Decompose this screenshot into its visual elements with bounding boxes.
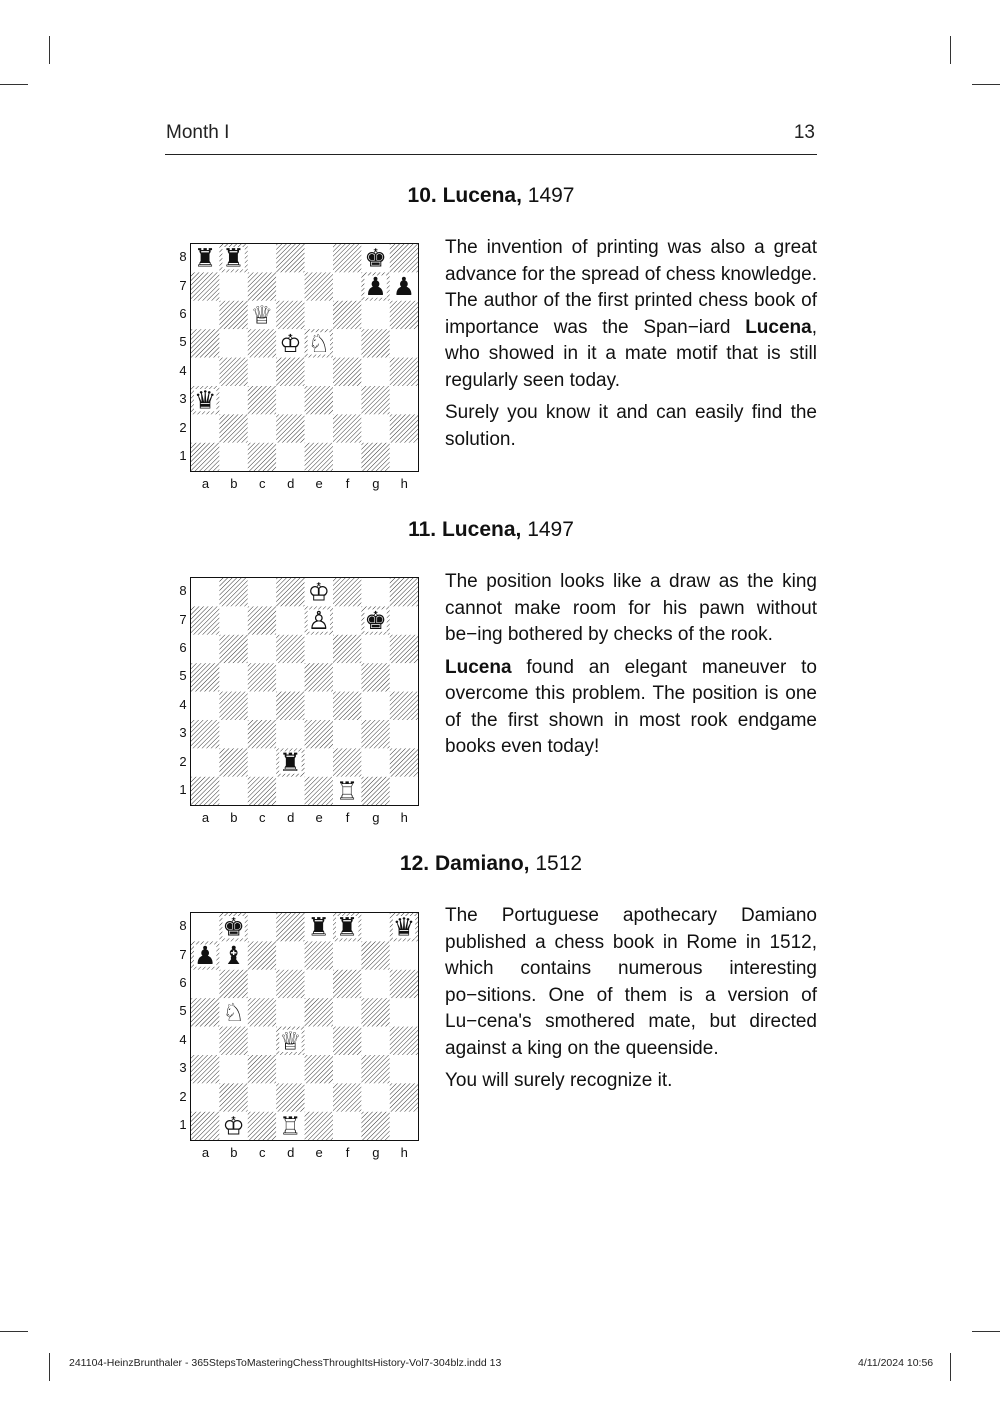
- light-square: [276, 386, 304, 414]
- light-square: [390, 998, 418, 1026]
- crop-mark: [950, 36, 951, 64]
- light-square: [219, 329, 247, 357]
- file-label: a: [201, 810, 210, 826]
- light-square: [191, 635, 219, 663]
- dark-square: [333, 692, 361, 720]
- dark-square: [219, 748, 247, 776]
- dark-square: [361, 329, 389, 357]
- paragraph: [445, 569, 817, 649]
- dark-square: [276, 1083, 304, 1111]
- black-rook-icon: ♜: [279, 748, 302, 778]
- crop-mark: [0, 1331, 28, 1332]
- black-rook-icon: ♜: [335, 913, 359, 942]
- black-rook-icon: ♜: [307, 913, 330, 942]
- page-number: 13: [793, 122, 815, 143]
- light-square: [248, 1083, 276, 1111]
- light-square: [333, 663, 361, 691]
- dark-square: [305, 941, 333, 969]
- white-rook-icon: ♖: [335, 776, 359, 806]
- white-knight-icon: ♘: [307, 328, 330, 358]
- rank-label: 8: [179, 583, 187, 599]
- dark-square: [191, 443, 219, 471]
- light-square: [361, 414, 389, 442]
- light-square: [361, 358, 389, 386]
- file-label: b: [230, 1145, 238, 1161]
- light-square: [191, 578, 219, 606]
- chess-board: [190, 243, 419, 472]
- puzzle-author: Damiano,: [434, 852, 530, 875]
- light-square: [390, 720, 418, 748]
- dark-square: [276, 414, 304, 442]
- dark-square: [390, 748, 418, 776]
- puzzle-description: [445, 235, 817, 459]
- light-square: [191, 692, 219, 720]
- dark-square: [248, 777, 276, 805]
- rank-label: 7: [179, 611, 187, 627]
- dark-square: [276, 970, 304, 998]
- dark-square: [390, 970, 418, 998]
- board-svg: [191, 244, 418, 471]
- file-label: c: [259, 1145, 266, 1161]
- light-square: [248, 692, 276, 720]
- file-label: e: [315, 810, 323, 826]
- dark-square: [191, 1055, 219, 1083]
- dark-square: [333, 301, 361, 329]
- rank-label: 6: [179, 640, 187, 655]
- crop-mark: [972, 84, 1000, 85]
- light-square: [248, 358, 276, 386]
- light-square: [361, 1083, 389, 1111]
- light-square: [361, 748, 389, 776]
- text-run: The invention of printing was also a great advance for the spread of chess knowledge. The author of the first printed chess book of importance was the Span−iard: [445, 237, 817, 338]
- light-square: [361, 578, 389, 606]
- rank-label: 6: [179, 975, 187, 990]
- rank-label: 8: [179, 249, 187, 265]
- dark-square: [333, 358, 361, 386]
- light-square: [276, 720, 304, 748]
- text-run: You will surely recognize it.: [445, 1070, 673, 1091]
- light-square: [390, 329, 418, 357]
- dark-square: [390, 301, 418, 329]
- light-square: [305, 692, 333, 720]
- rank-label: 4: [179, 1031, 187, 1047]
- light-square: [248, 970, 276, 998]
- light-square: [219, 720, 247, 748]
- light-square: [248, 748, 276, 776]
- dark-square: [305, 272, 333, 300]
- light-square: [305, 301, 333, 329]
- dark-square: [219, 358, 247, 386]
- rank-label: 3: [179, 1060, 187, 1076]
- running-title: Month I: [166, 122, 230, 143]
- paragraph: [445, 235, 817, 394]
- dark-square: [191, 1112, 219, 1140]
- file-label: g: [372, 810, 380, 826]
- light-square: [333, 606, 361, 634]
- dark-square: [191, 272, 219, 300]
- white-king-icon: ♔: [279, 328, 302, 358]
- rank-label: 8: [179, 918, 187, 934]
- board-svg: [191, 913, 418, 1140]
- rank-label: 7: [179, 277, 187, 293]
- white-queen-icon: ♕: [250, 300, 274, 330]
- light-square: [248, 1027, 276, 1055]
- light-square: [333, 443, 361, 471]
- dark-square: [276, 635, 304, 663]
- dark-square: [361, 663, 389, 691]
- dark-square: [361, 998, 389, 1026]
- light-square: [248, 913, 276, 941]
- dark-square: [219, 578, 247, 606]
- dark-square: [305, 720, 333, 748]
- rank-label: 3: [179, 391, 187, 407]
- print-slug-date: 4/11/2024 10:56: [858, 1357, 934, 1369]
- running-header: [165, 122, 817, 155]
- paragraph: [445, 655, 817, 761]
- light-square: [305, 358, 333, 386]
- light-square: [305, 748, 333, 776]
- dark-square: [361, 720, 389, 748]
- light-square: [305, 635, 333, 663]
- dark-square: [276, 244, 304, 272]
- dark-square: [333, 1083, 361, 1111]
- dark-square: [333, 970, 361, 998]
- dark-square: [248, 998, 276, 1026]
- light-square: [276, 998, 304, 1026]
- light-square: [219, 272, 247, 300]
- black-bishop-icon: ♝: [222, 941, 245, 971]
- light-square: [191, 1083, 219, 1111]
- dark-square: [219, 635, 247, 663]
- dark-square: [305, 386, 333, 414]
- dark-square: [305, 1112, 333, 1140]
- puzzle-year: 1497: [527, 518, 574, 541]
- black-pawn-icon: ♟: [193, 941, 217, 971]
- dark-square: [219, 1027, 247, 1055]
- dark-square: [276, 692, 304, 720]
- light-square: [390, 663, 418, 691]
- dark-square: [305, 443, 333, 471]
- file-label: b: [230, 810, 238, 826]
- light-square: [361, 970, 389, 998]
- paragraph: [445, 1068, 817, 1095]
- file-label: f: [345, 476, 350, 492]
- dark-square: [333, 578, 361, 606]
- dark-square: [248, 663, 276, 691]
- puzzle-description: [445, 903, 817, 1101]
- puzzle-author: Lucena,: [441, 518, 522, 541]
- puzzle-year: 1497: [527, 184, 575, 207]
- dark-square: [191, 998, 219, 1026]
- rank-label: 6: [179, 306, 187, 321]
- rank-label: 4: [179, 696, 187, 712]
- dark-square: [390, 578, 418, 606]
- rank-label: 2: [179, 1088, 187, 1104]
- dark-square: [361, 386, 389, 414]
- crop-mark: [49, 36, 50, 64]
- puzzle-title: [165, 852, 817, 876]
- dark-square: [191, 720, 219, 748]
- light-square: [276, 272, 304, 300]
- light-square: [248, 414, 276, 442]
- crop-mark: [950, 1353, 951, 1381]
- white-knight-icon: ♘: [222, 997, 245, 1027]
- light-square: [305, 244, 333, 272]
- file-label: c: [259, 810, 266, 826]
- rank-label: 1: [179, 782, 187, 797]
- light-square: [248, 578, 276, 606]
- file-label: e: [315, 476, 323, 492]
- dark-square: [248, 386, 276, 414]
- black-rook-icon: ♜: [222, 244, 245, 273]
- file-label: d: [287, 810, 295, 826]
- rank-label: 7: [179, 946, 187, 962]
- light-square: [219, 777, 247, 805]
- rank-label: 2: [179, 753, 187, 769]
- dark-square: [305, 663, 333, 691]
- paragraph: [445, 903, 817, 1062]
- light-square: [390, 1112, 418, 1140]
- text-run: Surely you know it and can easily find the solution.: [445, 402, 817, 450]
- board-svg: [191, 578, 418, 805]
- light-square: [361, 635, 389, 663]
- dark-square: [276, 301, 304, 329]
- dark-square: [191, 663, 219, 691]
- black-king-icon: ♚: [364, 606, 387, 636]
- file-label: c: [259, 476, 266, 492]
- dark-square: [276, 913, 304, 941]
- light-square: [191, 1027, 219, 1055]
- dark-square: [305, 998, 333, 1026]
- light-square: [191, 358, 219, 386]
- puzzle-year: 1512: [535, 852, 583, 875]
- light-square: [305, 970, 333, 998]
- light-square: [390, 443, 418, 471]
- file-label: d: [287, 1145, 295, 1161]
- light-square: [219, 663, 247, 691]
- white-queen-icon: ♕: [279, 1026, 302, 1056]
- dark-square: [390, 692, 418, 720]
- light-square: [333, 998, 361, 1026]
- light-square: [219, 386, 247, 414]
- dark-square: [305, 1055, 333, 1083]
- light-square: [276, 941, 304, 969]
- rank-label: 5: [179, 668, 187, 684]
- rank-label: 1: [179, 1117, 187, 1132]
- paragraph: [445, 400, 817, 453]
- rank-label: 5: [179, 1003, 187, 1019]
- bold-name: Lucena: [445, 656, 512, 678]
- puzzle-number: 12.: [399, 852, 430, 875]
- puzzle-number: 10.: [407, 184, 437, 207]
- dark-square: [333, 635, 361, 663]
- print-slug-file: 241104-HeinzBrunthaler - 365StepsToMasteringChessThroughItsHistory-Vol7-304blz.indd 13: [69, 1357, 502, 1369]
- dark-square: [361, 941, 389, 969]
- dark-square: [219, 414, 247, 442]
- dark-square: [248, 720, 276, 748]
- file-label: h: [400, 1145, 408, 1161]
- light-square: [276, 606, 304, 634]
- crop-mark: [49, 1353, 50, 1381]
- dark-square: [248, 443, 276, 471]
- dark-square: [361, 777, 389, 805]
- chess-board: [190, 577, 419, 806]
- light-square: [191, 301, 219, 329]
- rank-label: 2: [179, 419, 187, 435]
- rank-label: 5: [179, 334, 187, 350]
- chess-board: [190, 912, 419, 1141]
- dark-square: [248, 606, 276, 634]
- light-square: [305, 414, 333, 442]
- light-square: [333, 272, 361, 300]
- dark-square: [219, 970, 247, 998]
- dark-square: [219, 692, 247, 720]
- white-king-icon: ♔: [222, 1111, 245, 1141]
- light-square: [333, 941, 361, 969]
- rank-label: 3: [179, 725, 187, 741]
- light-square: [276, 777, 304, 805]
- file-label: f: [345, 810, 350, 826]
- white-king-icon: ♔: [307, 578, 330, 607]
- dark-square: [219, 301, 247, 329]
- dark-square: [390, 1083, 418, 1111]
- black-rook-icon: ♜: [193, 244, 217, 273]
- black-queen-icon: ♛: [392, 913, 416, 942]
- black-pawn-icon: ♟: [392, 272, 416, 302]
- light-square: [248, 244, 276, 272]
- dark-square: [361, 443, 389, 471]
- light-square: [390, 386, 418, 414]
- black-pawn-icon: ♟: [364, 272, 387, 302]
- dark-square: [390, 414, 418, 442]
- file-label: g: [372, 1145, 380, 1161]
- light-square: [191, 970, 219, 998]
- file-label: a: [201, 1145, 210, 1161]
- light-square: [361, 301, 389, 329]
- puzzle-author: Lucena,: [442, 184, 522, 207]
- crop-mark: [972, 1331, 1000, 1332]
- light-square: [219, 1055, 247, 1083]
- dark-square: [248, 941, 276, 969]
- light-square: [361, 913, 389, 941]
- dark-square: [390, 358, 418, 386]
- dark-square: [191, 606, 219, 634]
- light-square: [248, 635, 276, 663]
- dark-square: [361, 1055, 389, 1083]
- white-rook-icon: ♖: [279, 1111, 302, 1141]
- black-queen-icon: ♛: [193, 385, 217, 415]
- dark-square: [390, 1027, 418, 1055]
- puzzle-title: [165, 184, 817, 208]
- dark-square: [191, 329, 219, 357]
- dark-square: [219, 1083, 247, 1111]
- dark-square: [390, 635, 418, 663]
- file-label: h: [400, 476, 408, 492]
- file-label: e: [315, 1145, 323, 1161]
- light-square: [276, 443, 304, 471]
- dark-square: [191, 777, 219, 805]
- bold-name: Lucena: [745, 316, 812, 338]
- file-label: a: [201, 476, 210, 492]
- light-square: [219, 443, 247, 471]
- black-king-icon: ♚: [222, 913, 245, 942]
- light-square: [191, 913, 219, 941]
- text-run: found an elegant maneuver to overcome this problem. The position is one of the first shown in most rook endgame books even today!: [445, 656, 817, 757]
- light-square: [390, 1055, 418, 1083]
- white-pawn-icon: ♙: [307, 606, 330, 636]
- file-label: f: [345, 1145, 350, 1161]
- light-square: [333, 720, 361, 748]
- light-square: [276, 663, 304, 691]
- file-label: d: [287, 476, 295, 492]
- dark-square: [361, 1112, 389, 1140]
- light-square: [390, 941, 418, 969]
- dark-square: [390, 244, 418, 272]
- dark-square: [333, 414, 361, 442]
- dark-square: [333, 748, 361, 776]
- rank-label: 1: [179, 448, 187, 463]
- light-square: [305, 1027, 333, 1055]
- light-square: [333, 1055, 361, 1083]
- light-square: [333, 329, 361, 357]
- light-square: [276, 1055, 304, 1083]
- crop-mark: [0, 84, 28, 85]
- rank-label: 4: [179, 362, 187, 378]
- dark-square: [248, 272, 276, 300]
- dark-square: [305, 777, 333, 805]
- puzzle-title: [165, 518, 817, 542]
- puzzle-description: [445, 569, 817, 767]
- light-square: [333, 1112, 361, 1140]
- light-square: [390, 777, 418, 805]
- dark-square: [248, 1055, 276, 1083]
- light-square: [191, 414, 219, 442]
- light-square: [361, 692, 389, 720]
- light-square: [191, 748, 219, 776]
- dark-square: [276, 578, 304, 606]
- dark-square: [248, 1112, 276, 1140]
- text-run: The Portuguese apothecary Damiano published a chess book in Rome in 1512, which contains numerous interesting po−sitions. One of them is a version of Lu−cena's smothered mate, but directed against a king on the queenside.: [445, 905, 817, 1059]
- light-square: [361, 1027, 389, 1055]
- file-label: b: [230, 476, 238, 492]
- dark-square: [333, 1027, 361, 1055]
- text-run: , who showed in it a mate motif that is still regularly seen today.: [445, 316, 817, 391]
- black-king-icon: ♚: [364, 244, 387, 273]
- text-run: The position looks like a draw as the king cannot make room for his pawn without be−ing bothered by checks of the rook.: [445, 571, 817, 645]
- dark-square: [276, 358, 304, 386]
- light-square: [390, 606, 418, 634]
- light-square: [333, 386, 361, 414]
- light-square: [305, 1083, 333, 1111]
- puzzle-number: 11.: [408, 518, 437, 541]
- dark-square: [248, 329, 276, 357]
- light-square: [219, 606, 247, 634]
- file-label: g: [372, 476, 380, 492]
- file-label: h: [400, 810, 408, 826]
- dark-square: [333, 244, 361, 272]
